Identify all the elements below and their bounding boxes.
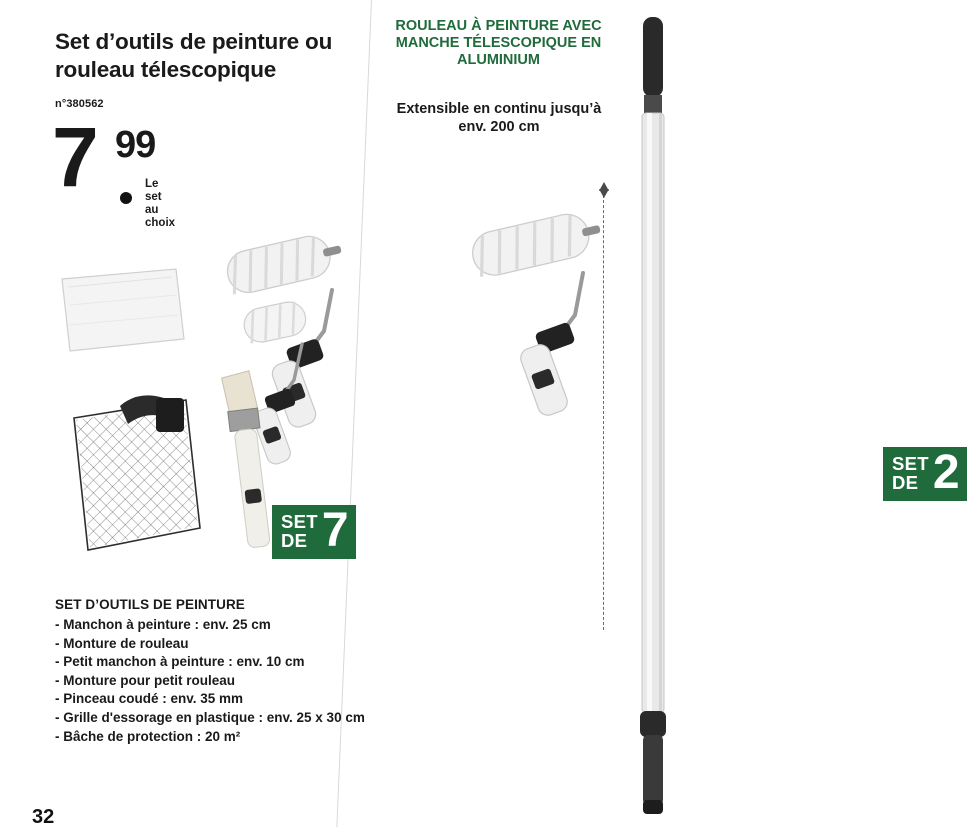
set-2-number: 2	[932, 446, 959, 499]
page-number: 32	[32, 806, 55, 828]
left-column	[0, 0, 371, 828]
set-7-word-de: DE	[281, 530, 308, 551]
arrow-down-icon	[599, 189, 609, 198]
right-column	[371, 0, 959, 828]
list-item: - Monture de rouleau	[55, 635, 189, 651]
price-block	[52, 110, 176, 229]
paint-grid-illustration	[68, 378, 208, 568]
price-integer: 7	[52, 110, 95, 204]
description-title: SET D’OUTILS DE PEINTURE	[55, 597, 245, 612]
set-2-badge	[883, 447, 967, 501]
telescopic-pole-illustration	[626, 5, 686, 820]
telescopic-roller-illustration	[471, 215, 621, 445]
set-7-words	[281, 512, 318, 550]
list-item: - Monture pour petit rouleau	[55, 672, 235, 688]
list-item: - Bâche de protection : 20 m²	[55, 728, 241, 744]
right-product-subtitle: Extensible en continu jusqu’à env. 200 cm	[396, 101, 602, 135]
set-2-word-de: DE	[892, 472, 919, 493]
measure-line	[603, 190, 604, 630]
price-cents: 99	[115, 124, 156, 166]
tarp-illustration	[58, 265, 188, 355]
right-product-title: ROULEAU À PEINTURE AVEC MANCHE TÉLESCOPIQUE EN ALUMINIUM	[395, 18, 602, 68]
list-item: - Pinceau coudé : env. 35 mm	[55, 691, 244, 707]
price-bullet-icon	[120, 192, 132, 204]
price-note-line1: Le set	[145, 178, 162, 203]
set-7-number: 7	[321, 504, 348, 557]
set-7-badge	[272, 505, 356, 559]
set-2-words	[892, 454, 929, 492]
list-item: - Manchon à peinture : env. 25 cm	[55, 617, 271, 632]
price-note-line2: au choix	[145, 204, 176, 229]
article-number: n°380562	[55, 98, 104, 110]
set-2-word-set: SET	[892, 453, 929, 474]
list-item: - Petit manchon à peinture : env. 10 cm	[55, 654, 305, 670]
page-title: Set d’outils de peinture ou rouleau télescopique	[55, 29, 333, 83]
list-item: - Grille d'essorage en plastique : env. 25 x 30 cm	[55, 709, 365, 725]
price-note	[145, 178, 175, 230]
set-7-word-set: SET	[281, 511, 318, 532]
